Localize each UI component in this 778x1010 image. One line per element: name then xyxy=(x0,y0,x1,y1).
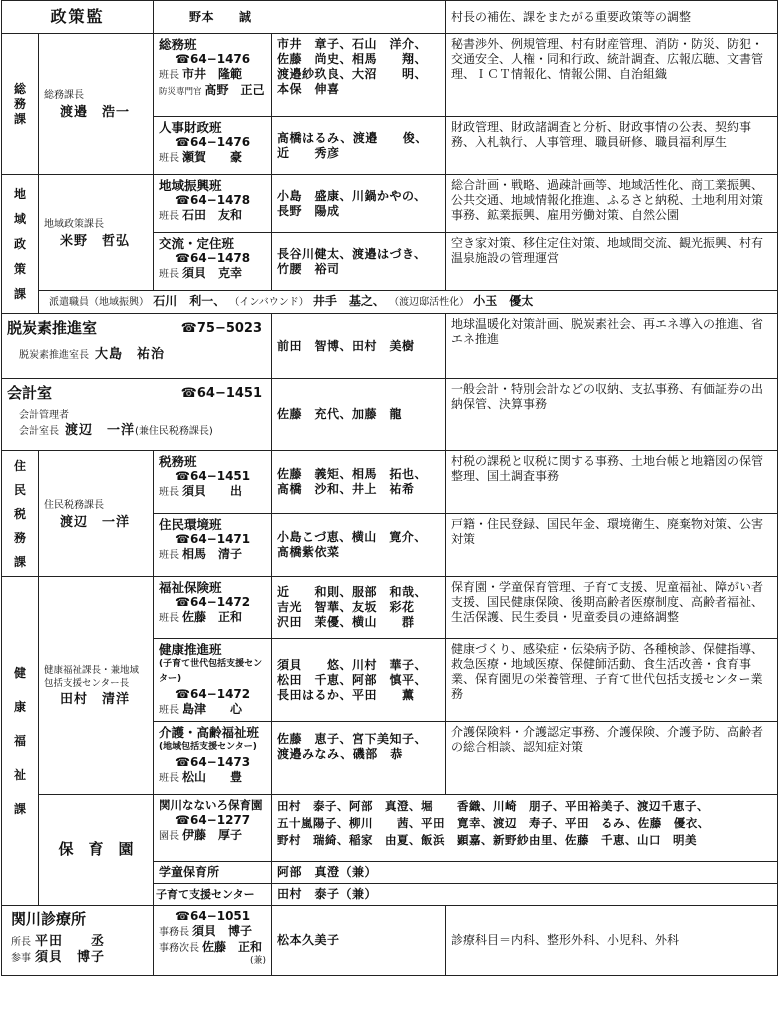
jumin-team-1 xyxy=(2,451,778,514)
clinic-lead1-label: 所長 xyxy=(11,937,31,948)
kaikei-chief-name: 渡辺 一洋 xyxy=(65,423,136,438)
chiiki-teams-0-members-0: 小島 盛康、川鍋かやの、 xyxy=(277,188,427,203)
datsutanso-head xyxy=(2,314,272,379)
soumu-team-2-head xyxy=(154,117,272,175)
kenko-teams-1-members-1: 松田 千恵、阿部 慎平、 xyxy=(277,672,428,687)
jumin-dept-3: 務 xyxy=(13,530,26,545)
kaikei-chief-note: (兼住民税務課長) xyxy=(135,426,213,437)
kenko-dept-1: 康 xyxy=(13,700,26,714)
clinic-lead2-label: 参事 xyxy=(11,953,31,964)
kenko-dept-3: 祉 xyxy=(13,768,26,782)
chiiki-dispatch-p2-label: （インバウンド） xyxy=(229,297,309,308)
hoikuen-head xyxy=(154,795,272,862)
chiiki-team-1-duties: 総合計画・戦略、過疎計画等、地域活性化、商工業振興、公共交通、地域情報化推進、ふるさと納税、土地利用対策事務、鉱業振興、雇用労働対策、自然公園 xyxy=(446,175,778,233)
kenko-hoikuen-label: 保 育 園 xyxy=(58,840,134,858)
chiiki-teams-0-leads-0-name: 石田 友和 xyxy=(182,208,243,222)
kaikei-row xyxy=(2,379,778,451)
jumin-team-1-members xyxy=(272,451,446,514)
kaikei-chief-label1: 会計管理者 xyxy=(19,410,69,421)
datsutanso-members: 前田 智博、田村 美樹 xyxy=(272,314,446,379)
kenko-teams-1-members-2: 長田はるか、平田 薫 xyxy=(277,687,415,702)
kaikei-duties: 一般会計・特別会計などの収納、支払事務、有価証券の出納保管、決算事務 xyxy=(446,379,778,451)
datsutanso-tel: ☎75−5023 xyxy=(180,321,263,336)
kenko-hoikuen-members-2: 野村 瑞綺、稲家 由夏、飯浜 顕嘉、新野紗由里、佐藤 千恵、山口 明美 xyxy=(277,833,698,847)
soumu-teams-1-leads-0-name: 瀬賀 豪 xyxy=(182,150,243,164)
kenko-teams-1-name: 健康推進班 xyxy=(159,642,222,657)
chiiki-teams-1-tel: ☎64−1478 xyxy=(175,251,251,265)
clinic-office-note: (兼) xyxy=(249,956,267,966)
chiiki-teams-0-members-1: 長野 陽成 xyxy=(277,203,340,218)
kenko-teams-2-leads-0-label: 班長 xyxy=(159,773,180,784)
kenko-teams-1-leads-0-name: 島津 心 xyxy=(182,702,243,716)
jumin-team-1-head xyxy=(154,451,272,514)
chiiki-teams-0-leads-0-label: 班長 xyxy=(159,211,180,222)
jumin-teams-1-members-1: 髙橋紫依菜 xyxy=(277,545,340,559)
policy-title: 政策監 xyxy=(50,6,105,26)
kenko-hoikuen-members-1: 五十嵐陽子、柳川 茜、平田 寛幸、渡辺 寿子、平田 るみ、佐藤 優衣、 xyxy=(277,816,710,830)
kenko-hoikuen-members-0: 田村 泰子、阿部 真澄、堀 香織、川崎 朋子、平田裕美子、渡辺千恵子、 xyxy=(277,799,710,813)
kenko-teams-1-leads-0-label: 班長 xyxy=(159,705,180,716)
kenko-chief xyxy=(39,577,154,795)
chiiki-teams-1-leads-0-label: 班長 xyxy=(159,269,180,280)
kenko-teams-0-name: 福祉保険班 xyxy=(159,580,222,595)
chiiki-team-1-head xyxy=(154,175,272,233)
soumu-teams-0-tel: ☎64−1476 xyxy=(175,52,251,66)
soumu-teams-1-members-1: 近 秀彦 xyxy=(277,145,340,160)
jumin-teams-1-leads-0-name: 相馬 清子 xyxy=(182,547,243,561)
jumin-chief-label: 住民税務課長 xyxy=(44,499,104,511)
datsutanso-title: 脱炭素推進室 xyxy=(7,319,98,337)
kenko-teams-2-sub: (地域包括支援センター) xyxy=(159,742,257,752)
jumin-team-2-head xyxy=(154,514,272,577)
chiiki-dispatch-row xyxy=(2,291,778,314)
chiiki-dept-3: 策 xyxy=(13,261,26,276)
jumin-teams-0-members-1: 髙橋 沙和、井上 祐希 xyxy=(277,482,415,496)
clinic-tel: ☎64−1051 xyxy=(175,909,251,923)
jumin-teams-0-name: 税務班 xyxy=(159,454,197,469)
chiiki-dispatch xyxy=(39,291,778,314)
org-table xyxy=(1,0,778,976)
kenko-hoikuen-lead-label: 園長 xyxy=(159,831,180,842)
chiiki-dept-1: 域 xyxy=(13,211,26,226)
jumin-team-2-members xyxy=(272,514,446,577)
soumu-team-1-head xyxy=(154,34,272,117)
soumu-teams-1-leads-0-label: 班長 xyxy=(159,153,180,164)
kenko-team-1 xyxy=(2,577,778,639)
kosodate-name: 子育て支援センター xyxy=(154,884,272,906)
jumin-teams-0-leads-0-label: 班長 xyxy=(159,487,180,498)
chiiki-teams-0-tel: ☎64−1478 xyxy=(175,193,251,207)
kenko-teams-2-leads-0-name: 松山 豊 xyxy=(182,770,243,784)
chiiki-teams-1-leads-0-name: 須貝 克幸 xyxy=(182,266,243,280)
kenko-team-2-head xyxy=(154,639,272,722)
jumin-teams-1-tel: ☎64−1471 xyxy=(175,532,251,546)
datsutanso-duties: 地球温暖化対策計画、脱炭素社会、再エネ導入の推進、省エネ推進 xyxy=(446,314,778,379)
kenko-hoikuen-lead-name: 伊藤 厚子 xyxy=(182,828,243,842)
jumin-dept-2: 税 xyxy=(13,506,26,521)
clinic-office-0-name: 須貝 博子 xyxy=(192,924,253,938)
chiiki-team-1-members xyxy=(272,175,446,233)
chiiki-chief-name: 米野 哲弘 xyxy=(60,233,131,249)
chiiki-chief-label: 地域政策課長 xyxy=(44,218,104,230)
kenko-teams-2-members-1: 渡邉みなみ、磯部 恭 xyxy=(277,747,403,761)
clinic-duties: 診療科目＝内科、整形外科、小児科、外科 xyxy=(446,906,778,976)
soumu-chief xyxy=(39,34,154,175)
hoikuen-members xyxy=(272,795,778,862)
jumin-team-1-duties: 村税の課税と収税に関する事務、土地台帳と地籍図の保管整理、国土調査事務 xyxy=(446,451,778,514)
soumu-team-1 xyxy=(2,34,778,117)
kenko-team-1-members xyxy=(272,577,446,639)
chiiki-team-2-head xyxy=(154,233,272,291)
chiiki-team-2-duties: 空き家対策、移住定住対策、地域間交流、観光振興、村有温泉施設の管理運営 xyxy=(446,233,778,291)
kaikei-tel: ☎64−1451 xyxy=(180,386,263,401)
kenko-hoikuen-name: 関川なないろ保育園 xyxy=(159,798,263,812)
jumin-dept-name xyxy=(2,451,39,577)
chiiki-teams-0-name: 地域振興班 xyxy=(159,178,222,193)
jumin-dept-4: 課 xyxy=(13,554,26,569)
kenko-teams-0-members-1: 吉光 智華、友坂 彩花 xyxy=(277,600,415,614)
jumin-teams-1-members-0: 小島こづ恵、横山 寛介、 xyxy=(277,530,427,544)
kenko-dept-0: 健 xyxy=(13,666,26,680)
kenko-teams-0-members-0: 近 和則、服部 和哉、 xyxy=(277,585,428,599)
soumu-dept-1: 務 xyxy=(13,96,26,111)
policy-row xyxy=(2,1,778,34)
kenko-team-1-duties: 保育園・学童保育管理、子育て支援、児童福祉、障がい者支援、国民健康保険、後期高齢者医療制度、高齢者福祉、生活保護、民生委員・児童委員の連絡調整 xyxy=(446,577,778,639)
kaikei-title: 会計室 xyxy=(7,384,53,402)
jumin-team-2-duties: 戸籍・住民登録、国民年金、環境衛生、廃棄物対策、公害対策 xyxy=(446,514,778,577)
clinic-lead1-name: 平田 丞 xyxy=(35,934,106,949)
chiiki-dept-name xyxy=(2,175,39,314)
soumu-dept-2: 課 xyxy=(13,111,26,126)
clinic-row xyxy=(2,906,778,976)
chiiki-dispatch-p3: 小玉 優太 xyxy=(473,294,534,308)
datsutanso-chief-name: 大島 祐治 xyxy=(95,347,166,362)
soumu-teams-0-name: 総務班 xyxy=(159,37,197,52)
clinic-title: 関川診療所 xyxy=(11,910,87,928)
chiiki-dispatch-label: 派遣職員（地域振興） xyxy=(49,297,149,308)
chiiki-dept-0: 地 xyxy=(13,186,26,201)
kenko-team-3-duties: 介護保険料・介護認定事務、介護保険、介護予防、高齢者の総合相談、認知症対策 xyxy=(446,722,778,795)
soumu-dept-name xyxy=(2,34,39,175)
kenko-hoikuen-label xyxy=(39,795,154,906)
kenko-team-3-members xyxy=(272,722,446,795)
datsutanso-row xyxy=(2,314,778,379)
soumu-teams-0-members-2: 渡邉紗玖良、大沼 明、 xyxy=(277,67,428,81)
policy-duties: 村長の補佐、課をまたがる重要政策等の調整 xyxy=(446,1,778,34)
chiiki-teams-1-members-1: 竹腰 裕司 xyxy=(277,261,340,276)
datsutanso-chief-label: 脱炭素推進室長 xyxy=(19,350,89,361)
kenko-teams-1-members-0: 須貝 悠、川村 華子、 xyxy=(277,657,428,672)
kenko-teams-2-members-0: 佐藤 恵子、宮下美知子、 xyxy=(277,732,428,746)
soumu-teams-0-leads-1-label: 防災専門官 xyxy=(159,87,202,97)
jumin-teams-1-leads-0-label: 班長 xyxy=(159,550,180,561)
gakudo-members: 阿部 真澄（兼） xyxy=(272,862,778,884)
kenko-team-2-duties: 健康づくり、感染症・伝染病予防、各種検診、保健指導、救急医療・地域医療、保健師活動、食生活改善・食育事業、保育園児の栄養管理、子育て世代包括支援センター業務 xyxy=(446,639,778,722)
soumu-dept-0: 総 xyxy=(13,81,26,96)
kenko-dept-4: 課 xyxy=(13,802,26,816)
soumu-teams-0-leads-0-label: 班長 xyxy=(159,70,180,81)
soumu-teams-1-tel: ☎64−1476 xyxy=(175,135,251,149)
clinic-head xyxy=(2,906,154,976)
kenko-teams-1-sub: (子育て世代包括支援センター) xyxy=(159,659,263,684)
soumu-team-1-members xyxy=(272,34,446,117)
chiiki-dept-2: 政 xyxy=(13,236,26,251)
clinic-office-1-label: 事務次長 xyxy=(159,943,200,954)
chiiki-dispatch-p3-label: （渡辺邸活性化） xyxy=(389,297,470,308)
kenko-chief-label: 健康福祉課長・兼地域包括支援センター長 xyxy=(44,665,140,689)
clinic-lead2-name: 須貝 博子 xyxy=(35,950,106,965)
kenko-team-3-head xyxy=(154,722,272,795)
kenko-teams-0-tel: ☎64−1472 xyxy=(175,595,251,609)
kenko-team-1-head xyxy=(154,577,272,639)
kosodate-members: 田村 泰子（兼） xyxy=(272,884,778,906)
jumin-teams-0-members-0: 佐藤 義矩、相馬 拓也、 xyxy=(277,467,428,481)
soumu-team-1-duties: 秘書渉外、例規管理、村有財産管理、消防・防災、防犯・交通安全、人権・同和行政、統計調査、広報広聴、文書管理、ＩＣＴ情報化、情報公開、自治組織 xyxy=(446,34,778,117)
chiiki-chief xyxy=(39,175,154,291)
kenko-teams-2-tel: ☎64−1473 xyxy=(175,755,251,769)
soumu-teams-0-leads-0-name: 市井 隆範 xyxy=(182,67,243,81)
chiiki-dept-4: 課 xyxy=(13,286,26,301)
kaikei-members: 佐藤 充代、加藤 龍 xyxy=(272,379,446,451)
chiiki-team-2-members xyxy=(272,233,446,291)
kenko-teams-0-leads-0-name: 佐藤 正和 xyxy=(182,610,243,624)
soumu-team-2-duties: 財政管理、財政諸調査と分析、財政事情の公表、契約事務、入札執行、人事管理、職員研修、職員福利厚生 xyxy=(446,117,778,175)
kenko-chief-name: 田村 清洋 xyxy=(60,692,131,707)
soumu-teams-0-members-1: 佐藤 尚史、相馬 翔、 xyxy=(277,52,428,66)
clinic-office-1-name: 佐藤 正和 xyxy=(202,940,263,954)
kenko-teams-0-leads-0-label: 班長 xyxy=(159,613,180,624)
kenko-teams-0-members-2: 沢田 茉優、横山 群 xyxy=(277,615,415,629)
soumu-teams-0-members-3: 本保 伸喜 xyxy=(277,82,340,96)
kenko-hoikuen xyxy=(2,795,778,862)
chiiki-dispatch-p2: 井手 基之、 xyxy=(312,294,385,308)
chiiki-teams-1-name: 交流・定住班 xyxy=(159,236,235,251)
gakudo-name: 学童保育所 xyxy=(154,862,272,884)
jumin-chief xyxy=(39,451,154,577)
kaikei-chief-label2: 会計室長 xyxy=(19,426,59,437)
jumin-chief-name: 渡辺 一洋 xyxy=(60,514,131,530)
policy-name: 野本 誠 xyxy=(189,9,252,24)
chiiki-dispatch-p1: 石川 利一、 xyxy=(153,294,226,308)
kenko-teams-2-name: 介護・高齢福祉班 xyxy=(159,725,260,740)
soumu-teams-1-name: 人事財政班 xyxy=(159,120,222,135)
jumin-dept-0: 住 xyxy=(13,458,26,473)
soumu-chief-label: 総務課長 xyxy=(44,90,84,101)
jumin-teams-1-name: 住民環境班 xyxy=(159,517,222,532)
soumu-teams-0-members-0: 市井 章子、石山 洋介、 xyxy=(277,37,428,51)
jumin-teams-0-tel: ☎64−1451 xyxy=(175,469,251,483)
clinic-office-0-label: 事務長 xyxy=(159,927,190,938)
kenko-teams-1-tel: ☎64−1472 xyxy=(175,687,251,701)
jumin-teams-0-leads-0-name: 須貝 出 xyxy=(182,484,243,498)
kaikei-head xyxy=(2,379,272,451)
soumu-teams-0-leads-1-name: 髙野 正己 xyxy=(204,83,265,97)
kenko-hoikuen-tel: ☎64−1277 xyxy=(175,813,251,827)
kenko-dept-2: 福 xyxy=(13,734,26,748)
kenko-dept-name xyxy=(2,577,39,906)
jumin-dept-1: 民 xyxy=(13,482,26,497)
soumu-team-2-members xyxy=(272,117,446,175)
chiiki-teams-1-members-0: 長谷川健太、渡邉はづき、 xyxy=(277,246,427,261)
clinic-members: 松本久美子 xyxy=(272,906,446,976)
soumu-teams-1-members-0: 髙橋はるみ、渡邉 俊、 xyxy=(277,130,428,145)
soumu-chief-name: 渡邉 浩一 xyxy=(60,105,131,120)
clinic-office xyxy=(154,906,272,976)
chiiki-team-1 xyxy=(2,175,778,233)
kenko-team-2-members xyxy=(272,639,446,722)
